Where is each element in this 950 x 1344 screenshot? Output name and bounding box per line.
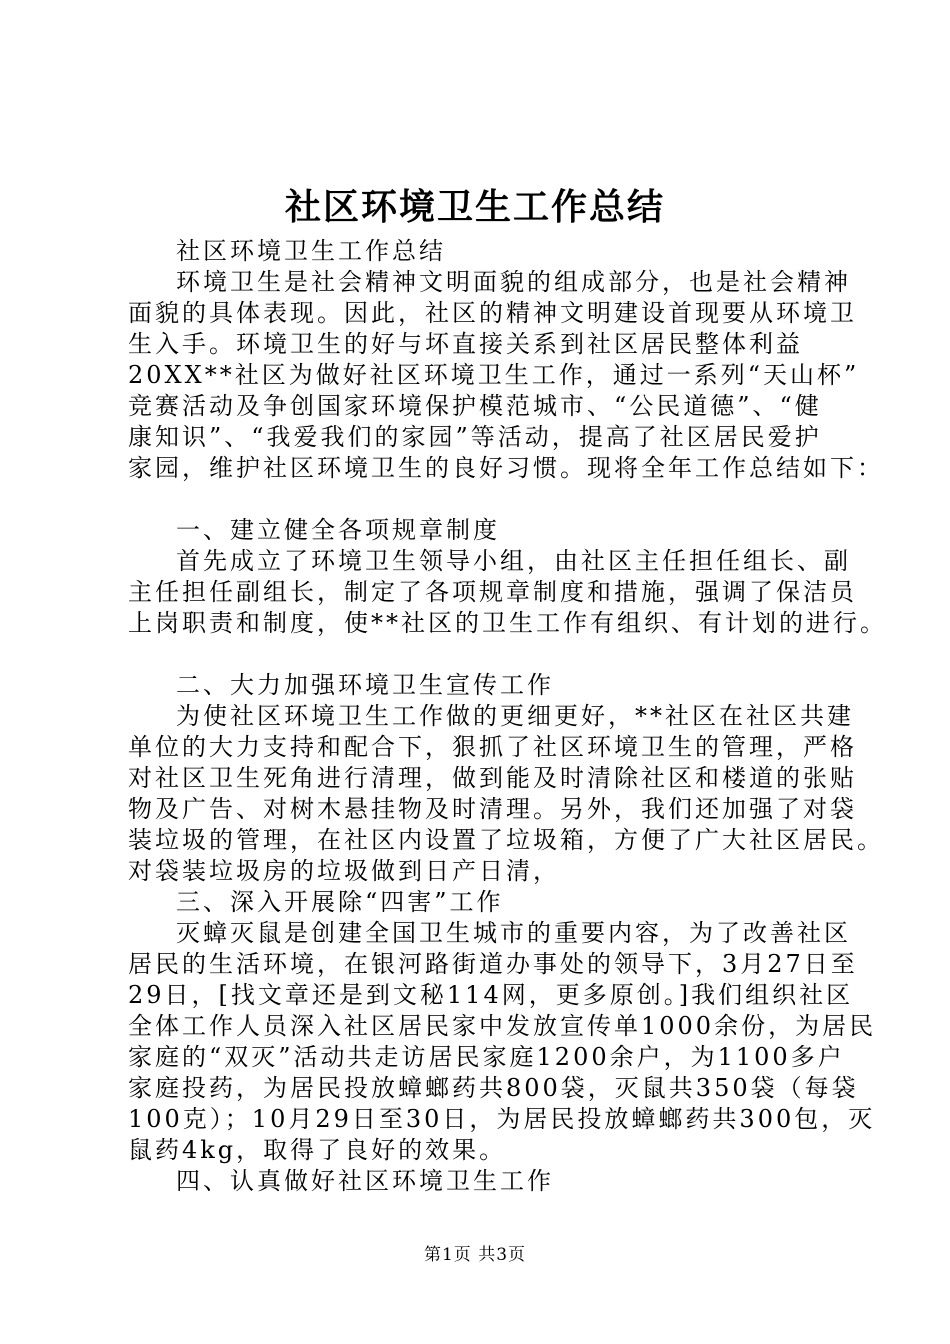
section2-line: 装垃圾的管理，在社区内设置了垃圾箱，方便了广大社区居民。 xyxy=(128,826,884,854)
section3-line: 家庭投药，为居民投放蟑螂药共800袋，灭鼠共350袋（每袋 xyxy=(128,1074,859,1102)
intro-line: 面貌的具体表现。因此，社区的精神文明建设首现要从环境卫 xyxy=(128,299,857,327)
section1-line: 首先成立了环境卫生领导小组，由社区主任担任组长、副 xyxy=(176,547,851,575)
section2-line: 对袋装垃圾房的垃圾做到日产日清， xyxy=(128,857,560,885)
paragraph-gap xyxy=(128,639,848,670)
intro-line: 20XX**社区为做好社区环境卫生工作，通过一系列“天山杯” xyxy=(128,361,860,389)
section3-line: 鼠药4kg，取得了良好的效果。 xyxy=(128,1136,507,1164)
section3-line: 29日，[找文章还是到文秘114网，更多原创。]我们组织社区 xyxy=(128,981,854,1009)
paragraph-gap xyxy=(128,484,848,515)
section-heading-3: 三、深入开展除“四害”工作 xyxy=(176,888,504,916)
section2-line: 物及广告、对树木悬挂物及时清理。另外，我们还加强了对袋 xyxy=(128,795,857,823)
intro-line: 环境卫生是社会精神文明面貌的组成部分，也是社会精神 xyxy=(176,268,851,296)
section3-line: 家庭的“双灭”活动共走访居民家庭1200余户，为1100多户 xyxy=(128,1043,845,1071)
document-body xyxy=(128,236,887,1197)
section-heading-2: 二、大力加强环境卫生宣传工作 xyxy=(176,671,554,699)
section2-line: 单位的大力支持和配合下，狠抓了社区环境卫生的管理，严格 xyxy=(128,733,857,761)
section3-line: 居民的生活环境，在银河路街道办事处的领导下，3月27日至 xyxy=(128,950,858,978)
section1-line: 上岗职责和制度，使**社区的卫生工作有组织、有计划的进行。 xyxy=(128,609,887,637)
section-heading-4: 四、认真做好社区环境卫生工作 xyxy=(176,1167,554,1195)
section3-line: 100克）；10月29日至30日，为居民投放蟑螂药共300包，灭 xyxy=(128,1105,876,1133)
section2-line: 为使社区环境卫生工作做的更细更好，**社区在社区共建 xyxy=(176,702,854,730)
page-footer: 第1页 共3页 xyxy=(423,1245,527,1265)
section1-line: 主任担任副组长，制定了各项规章制度和措施，强调了保洁员 xyxy=(128,578,857,606)
section3-line: 灭蟑灭鼠是创建全国卫生城市的重要内容，为了改善社区 xyxy=(176,919,851,947)
intro-line: 康知识”、“我爱我们的家园”等活动，提高了社区居民爱护 xyxy=(128,423,822,451)
intro-line: 家园，维护社区环境卫生的良好习惯。现将全年工作总结如下： xyxy=(128,454,884,482)
intro-line: 生入手。环境卫生的好与坏直接关系到社区居民整体利益 xyxy=(128,330,803,358)
section2-line: 对社区卫生死角进行清理，做到能及时清除社区和楼道的张贴 xyxy=(128,764,857,792)
document-subtitle: 社区环境卫生工作总结 xyxy=(176,237,446,265)
section3-line: 全体工作人员深入社区居民家中发放宣传单1000余份，为居民 xyxy=(128,1012,877,1040)
intro-line: 竞赛活动及争创国家环境保护模范城市、“公民道德”、“健 xyxy=(128,392,822,420)
page-title: 社区环境卫生工作总结 xyxy=(284,186,665,228)
section-heading-1: 一、建立健全各项规章制度 xyxy=(176,516,500,544)
